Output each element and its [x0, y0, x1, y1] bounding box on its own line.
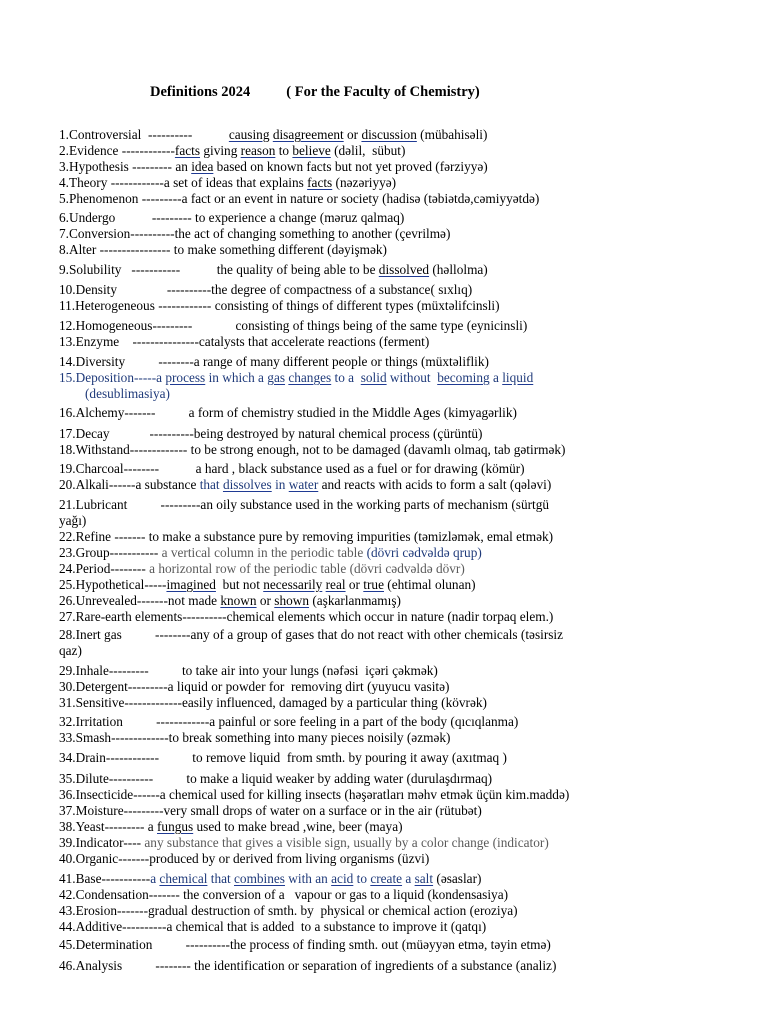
definition-term: 18.Withstand [59, 442, 130, 457]
definition-text: the conversion of a vapour or gas to a liquid (kondensasiya) [183, 887, 509, 902]
definition-text: to make something different (dəyişmək) [173, 242, 387, 257]
definition-term: 25.Hypothetical [59, 577, 145, 592]
definition-separator: ------- [111, 529, 149, 544]
definition-entry [59, 919, 486, 935]
definition-separator: ------------- [124, 695, 182, 710]
definition-term: 44.Additive [59, 919, 123, 934]
underlined-word: becoming [437, 370, 490, 385]
underlined-word: changes [288, 370, 332, 385]
definition-entry [59, 159, 488, 175]
definition-term: 6.Undergo [59, 210, 116, 225]
definition-separator: ----- [133, 370, 157, 385]
definition-text: a painful or sore feeling in a part of the body (qıcıqlanma) [209, 714, 519, 729]
definition-term: 23.Group [59, 545, 110, 560]
underlined-word: solid [360, 370, 387, 385]
definition-entry [59, 819, 403, 835]
definition-term: 15.Deposition [59, 370, 134, 385]
definition-separator: --------- [123, 803, 164, 818]
definition-text: a form of chemistry studied in the Middle Ages (kimyagərlik) [188, 405, 517, 420]
definition-text: a fungus used to make bread ,wine, beer (maya) [147, 819, 403, 834]
definition-separator: -------- [123, 461, 196, 476]
styled-text: that [199, 477, 220, 492]
definition-term: 24.Period [59, 561, 111, 576]
definition-term: 17.Decay [59, 426, 110, 441]
definition-separator: --------------- [119, 334, 199, 349]
definition-entry [59, 730, 450, 746]
definition-separator: ------- [148, 887, 184, 902]
definition-term: 37.Moisture [59, 803, 124, 818]
definition-entry [59, 887, 508, 903]
definition-entry [59, 226, 450, 242]
definition-term: 29.Inhale [59, 663, 109, 678]
underlined-word: salt [414, 871, 434, 886]
definition-entry [59, 561, 465, 577]
definition-separator: --------- [115, 210, 196, 225]
definition-text: to experience a change (məruz qalmaq) [195, 210, 405, 225]
definition-text: an idea based on known facts but not yet proved (fərziyyə) [175, 159, 488, 174]
definition-separator: ---------- [108, 771, 187, 786]
definition-term: 20.Alkali [59, 477, 109, 492]
definition-separator: ------- [124, 405, 189, 420]
document-title [150, 84, 480, 101]
definition-text: an oily substance used in the working parts of mechanism (sürtgü [200, 497, 550, 512]
definition-entry [59, 593, 401, 609]
definition-entry [59, 787, 569, 803]
underlined-word: shown [274, 593, 310, 608]
definition-text: to be strong enough, not to be damaged (davamlı olmaq, tab gətirmək) [190, 442, 566, 457]
definition-text: the act of changing something to another (çevrilmə) [174, 226, 451, 241]
definition-text: the identification or separation of ingredients of a substance (analiz) [194, 958, 557, 973]
definition-entry [59, 242, 387, 258]
styled-text: to [353, 871, 371, 886]
definition-continuation: yağı) [59, 513, 87, 528]
definition-text: the degree of compactness of a substance( sıxlıq) [211, 282, 473, 297]
definition-term: 8.Alter [59, 242, 97, 257]
definition-term: 12.Homogeneous [59, 318, 153, 333]
definition-term: 46.Analysis [59, 958, 123, 973]
definition-text: a liquid or powder for removing dirt (yuyucu vasitə) [167, 679, 450, 694]
styled-text: any substance that gives a visible sign, usually by a color change (indicator) [144, 835, 549, 850]
definition-term: 2.Evidence [59, 143, 119, 158]
title-right: ( For the Faculty of Chemistry) [286, 84, 480, 100]
definition-separator: ------------ [107, 175, 164, 190]
definition-separator: ------------ [118, 143, 175, 158]
underlined-word: combines [234, 871, 285, 886]
definition-term: 26.Unrevealed [59, 593, 137, 608]
definition-separator: ------ [108, 477, 136, 492]
definition-separator: ----------- [101, 871, 151, 886]
definition-separator: ---------- [109, 426, 194, 441]
definition-term: 7.Conversion [59, 226, 131, 241]
definition-entry [59, 609, 553, 625]
definition-text: a range of many different people or things (müxtəliflik) [193, 354, 489, 369]
definition-entry [59, 262, 488, 278]
title-left: Definitions 2024 [150, 84, 251, 100]
definition-term: 33.Smash [59, 730, 112, 745]
definition-separator: -------- [125, 354, 194, 369]
definition-entry [59, 426, 482, 442]
definition-separator: --------- [138, 191, 182, 206]
underlined-word: process [165, 370, 206, 385]
definition-term: 34.Drain [59, 750, 106, 765]
definition-separator: --------- [152, 318, 236, 333]
underlined-word: believe [292, 143, 331, 158]
definition-entry [59, 871, 481, 887]
definition-separator: ------------ [154, 298, 215, 313]
definition-text: to take air into your lungs (nəfəsi içəri çəkmək) [181, 663, 438, 678]
definition-separator: ------------- [111, 730, 169, 745]
definition-separator: ---------- [122, 919, 167, 934]
definition-entry [59, 477, 551, 493]
definition-text: causing disagreement or discussion (mübahisəli) [228, 127, 488, 142]
definition-text: a substance that dissolves in water and reacts with acids to form a salt (qələvi) [135, 477, 552, 492]
definition-text: the process of finding smth. out (müəyyən etmə, təyin etmə) [229, 937, 551, 952]
styled-text: a vertical column in the periodic table [161, 545, 364, 560]
underlined-word: fungus [157, 819, 194, 834]
definition-text: produced by or derived from living organisms (üzvi) [149, 851, 430, 866]
definition-text: a chemical that combines with an acid to create a salt (əsaslar) [150, 871, 482, 886]
underlined-word: true [363, 577, 384, 592]
definition-term: 38.Yeast [59, 819, 105, 834]
definition-entry [59, 175, 396, 191]
underlined-word: necessarily [263, 577, 323, 592]
definition-text: consisting of things being of the same type (eynicinsli) [235, 318, 528, 333]
definition-separator: --------- [127, 497, 201, 512]
definition-entry [59, 497, 549, 529]
definition-term: 35.Dilute [59, 771, 109, 786]
definition-continuation: qaz) [59, 643, 82, 658]
definition-entry [59, 695, 487, 711]
definition-term: 5.Phenomenon [59, 191, 139, 206]
definition-entry [59, 851, 429, 867]
underlined-word: discussion [361, 127, 417, 142]
definition-term: 11.Heterogeneous [59, 298, 155, 313]
definition-separator: ------- [118, 851, 150, 866]
definition-entry [59, 143, 405, 159]
definition-text: easily influenced, damaged by a particular thing (kövrək) [181, 695, 487, 710]
definition-text: not made known or shown (aşkarlanmamış) [167, 593, 401, 608]
definition-separator: --------- [104, 819, 148, 834]
definition-separator: ----- [144, 577, 167, 592]
definition-term: 10.Density [59, 282, 117, 297]
definition-entry [59, 835, 549, 851]
definition-term: 41.Base [59, 871, 102, 886]
underlined-word: create [370, 871, 403, 886]
definition-separator: ------------ [105, 750, 193, 765]
definition-entry [59, 958, 556, 974]
definition-separator: ------ [133, 787, 160, 802]
underlined-word: real [325, 577, 346, 592]
definition-entry [59, 937, 551, 953]
definition-entry [59, 442, 565, 458]
definition-separator: ---------------- [96, 242, 174, 257]
definition-term: 39.Indicator [59, 835, 124, 850]
styled-text: a [150, 871, 160, 886]
definition-entry [59, 771, 492, 787]
underlined-word: acid [331, 871, 354, 886]
styled-text: a [402, 871, 415, 886]
underlined-word: idea [191, 159, 214, 174]
definition-text: a chemical that is added to a substance to improve it (qatqı) [166, 919, 487, 934]
definition-entry [59, 545, 482, 561]
underlined-word: causing [228, 127, 270, 142]
styled-text: a horizontal row of the periodic table (dövri cədvəldə dövr) [149, 561, 465, 576]
definition-text [162, 545, 482, 560]
definition-continuation: (desublimasiya) [85, 386, 170, 401]
definition-text: a process in which a gas changes to a solid without becoming a liquid [156, 370, 534, 385]
definition-separator: ----------- [121, 262, 217, 277]
definition-separator: ------------- [129, 442, 191, 457]
definition-text: facts giving reason to believe (dəlil, sübut) [174, 143, 406, 158]
definition-entry [59, 750, 507, 766]
definition-separator: --------- [128, 159, 176, 174]
underlined-word: liquid [502, 370, 534, 385]
definition-term: 3.Hypothesis [59, 159, 129, 174]
definition-separator: ------------ [122, 714, 210, 729]
definition-term: 32.Irritation [59, 714, 123, 729]
underlined-word: gas [267, 370, 286, 385]
definition-term: 42.Condensation [59, 887, 149, 902]
definition-entry [59, 334, 429, 350]
styled-text: in [275, 477, 286, 492]
definition-separator: ---------- [152, 937, 230, 952]
definition-text: to remove liquid from smth. by pouring it away (axıtmaq ) [192, 750, 507, 765]
definition-entry [59, 405, 517, 421]
definition-term: 13.Enzyme [59, 334, 120, 349]
definition-entry [59, 127, 487, 143]
definition-term: 22.Refine [59, 529, 112, 544]
styled-text: that [207, 871, 235, 886]
definition-text: very small drops of water on a surface or in the air (rütubət) [163, 803, 482, 818]
definition-text: a set of ideas that explains facts (nəzəriyyə) [163, 175, 397, 190]
styled-text: with an [284, 871, 332, 886]
definition-entry [59, 627, 563, 659]
underlined-word: facts [307, 175, 333, 190]
definition-term: 21.Lubricant [59, 497, 128, 512]
definition-separator: -------- [110, 561, 150, 576]
definition-term: 14.Diversity [59, 354, 126, 369]
underlined-word: facts [174, 143, 201, 158]
definition-term: 30.Detergent [59, 679, 128, 694]
definition-entry [59, 370, 533, 402]
underlined-word: imagined [166, 577, 216, 592]
definition-separator: ---------- [182, 609, 227, 624]
definition-separator: ---- [123, 835, 145, 850]
definition-term: 4.Theory [59, 175, 108, 190]
definition-term: 43.Erosion [59, 903, 117, 918]
definition-term: 45.Determination [59, 937, 153, 952]
definition-text: a fact or an event in nature or society (hadisə (təbiətdə,cəmiyyətdə) [181, 191, 540, 206]
underlined-word: disagreement [272, 127, 344, 142]
styled-text: (dövri cədvəldə qrup) [363, 545, 482, 560]
underlined-word: dissolves [222, 477, 272, 492]
definition-text: the quality of being able to be dissolved (həllolma) [216, 262, 488, 277]
underlined-word: water [288, 477, 319, 492]
definition-entry [59, 529, 553, 545]
definition-text: any of a group of gases that do not react with other chemicals (təsirsiz [190, 627, 564, 642]
definition-separator: ---------- [117, 282, 212, 297]
definition-entry [59, 577, 476, 593]
definition-entry [59, 461, 525, 477]
definition-term: 36.Insecticide [59, 787, 134, 802]
definition-text: being destroyed by natural chemical process (çürüntü) [193, 426, 483, 441]
definition-text: chemical elements which occur in nature (nadir torpaq elem.) [226, 609, 554, 624]
definition-separator: -------- [122, 958, 195, 973]
definition-text: a chemical used for killing insects (həşəratları məhv etmək üçün kim.maddə) [159, 787, 570, 802]
definition-term: 28.Inert gas [59, 627, 122, 642]
definition-separator: ---------- [130, 226, 175, 241]
definition-term: 16.Alchemy [59, 405, 125, 420]
definition-separator: ------- [117, 903, 148, 918]
definition-text: imagined but not necessarily real or true (ehtimal olunan) [166, 577, 476, 592]
definition-separator: ----------- [109, 545, 162, 560]
definition-entry [59, 803, 482, 819]
underlined-word: reason [240, 143, 276, 158]
definition-term: 40.Organic [59, 851, 119, 866]
definition-term: 19.Charcoal [59, 461, 124, 476]
definition-text: catalysts that accelerate reactions (ferment) [198, 334, 430, 349]
definition-term: 31.Sensitive [59, 695, 125, 710]
definition-entry [59, 210, 404, 226]
definition-entry [59, 318, 527, 334]
definition-text: consisting of things of different types (müxtəlifcinsli) [214, 298, 500, 313]
definition-text: to make a substance pure by removing impurities (təmizləmək, emal etmək) [148, 529, 554, 544]
definition-text: to make a liquid weaker by adding water (durulaşdırmaq) [186, 771, 493, 786]
definition-text: gradual destruction of smth. by physical or chemical action (eroziya) [148, 903, 518, 918]
definition-term: 1.Controversial [59, 127, 142, 142]
underlined-word: chemical [159, 871, 208, 886]
definition-text: a hard , black substance used as a fuel or for drawing (kömür) [195, 461, 525, 476]
underlined-word: dissolved [378, 262, 430, 277]
definition-entry [59, 282, 472, 298]
definition-separator: ------- [136, 593, 168, 608]
definition-entry [59, 191, 539, 207]
definition-separator: --------- [108, 663, 182, 678]
definition-text [144, 835, 548, 850]
definition-entry [59, 354, 489, 370]
definition-entry [59, 903, 518, 919]
definition-text [149, 561, 465, 576]
definition-text: to break something into many pieces noisily (əzmək) [168, 730, 451, 745]
definition-entry [59, 679, 449, 695]
definition-entry [59, 298, 500, 314]
definition-entry [59, 714, 518, 730]
definition-entry [59, 663, 438, 679]
underlined-word: known [220, 593, 257, 608]
definition-term: 9.Solubility [59, 262, 122, 277]
definition-separator: -------- [121, 627, 191, 642]
definition-separator: ---------- [141, 127, 229, 142]
definition-separator: --------- [127, 679, 168, 694]
definition-term: 27.Rare-earth elements [59, 609, 183, 624]
